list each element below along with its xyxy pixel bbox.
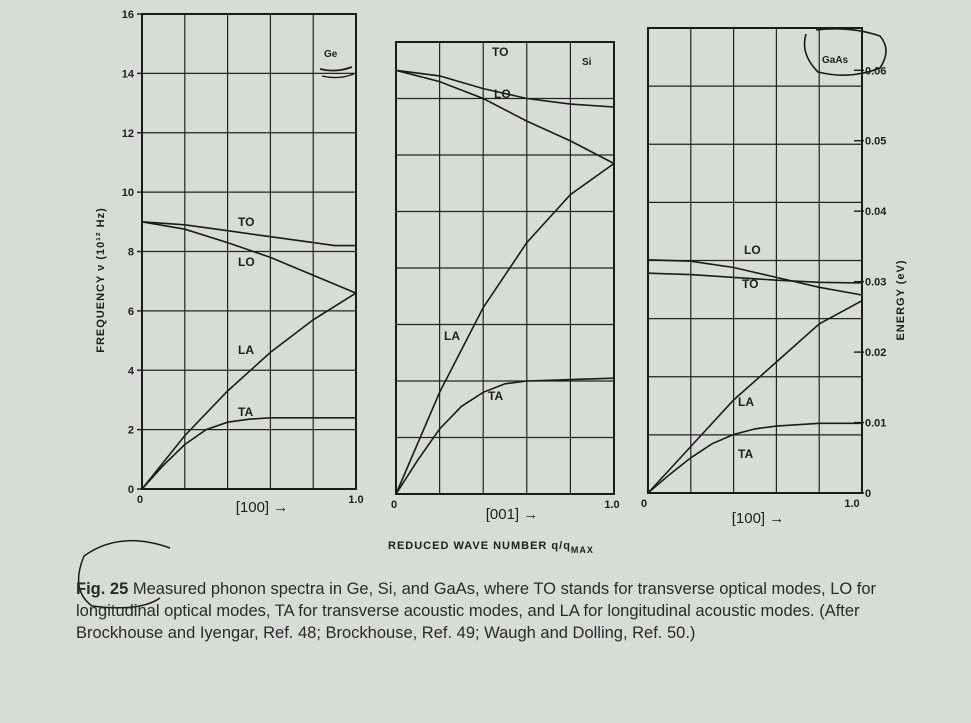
direction-label: [100] → — [235, 499, 289, 516]
y-tick-label: 0.02 — [865, 347, 887, 360]
panel-title: Ge — [324, 49, 338, 60]
pen-underline-ge — [320, 67, 352, 71]
direction-label: [100] → — [731, 510, 785, 527]
series-label-lo: LO — [238, 255, 255, 269]
direction-label: [001] → — [485, 506, 539, 523]
shared-x-axis-title — [388, 540, 594, 555]
x-tick-label: 1.0 — [348, 494, 364, 506]
y-tick-label: 2 — [127, 424, 134, 437]
series-label-ta: TA — [738, 447, 754, 461]
x-tick-label: 1.0 — [844, 498, 860, 510]
series-label-lo: LO — [744, 243, 761, 257]
x-tick-label: 0 — [390, 499, 398, 511]
series-label-la: LA — [238, 343, 254, 357]
series-label-ta: TA — [488, 389, 504, 403]
y-tick-label: 10 — [121, 187, 134, 200]
panel-title: GaAs — [822, 55, 849, 66]
y-tick-label: 12 — [121, 127, 134, 140]
y-tick-label: 6 — [127, 305, 134, 318]
series-ta-line — [142, 418, 356, 489]
y-tick-label: 0 — [127, 484, 134, 496]
series-label-to: TO — [238, 215, 255, 229]
y-tick-label: 4 — [127, 365, 134, 378]
panel-gaas — [641, 28, 887, 527]
pen-underline-ge-2 — [322, 74, 354, 78]
caption-text: Measured phonon spectra in Ge, Si, and GaAs, where TO stands for transverse optical modes, LO for longitudinal optical modes, TA for transverse acoustic modes, and LA for longitudinal acoustic modes. (After Brockhouse and Iyengar, Ref. 48; Brockhouse, Ref. 49; Waugh and Dolling, Ref. 50.) — [76, 580, 877, 642]
series-label-lo: LO — [494, 87, 511, 101]
series-label-ta: TA — [238, 405, 254, 419]
y-tick-label: 0.05 — [865, 135, 887, 148]
series-ta-line — [396, 378, 614, 494]
y-tick-label: 0.04 — [865, 206, 887, 219]
shared-x-axis-title-sub: MAX — [570, 545, 594, 555]
y-tick-label: 8 — [127, 246, 134, 259]
panel-ge — [122, 9, 364, 516]
y-tick-label: 16 — [121, 9, 134, 21]
x-tick-label: 1.0 — [604, 499, 620, 511]
y-tick-label: 0.06 — [865, 65, 887, 78]
y-axis-title-frequency: FREQUENCY ν (10¹² Hz) — [95, 207, 107, 353]
series-label-to: TO — [742, 277, 759, 291]
series-la-line — [142, 293, 356, 489]
series-lo-line — [396, 70, 614, 163]
panel-si — [391, 42, 620, 523]
series-la-line — [648, 301, 862, 493]
figure-caption — [76, 578, 936, 644]
series-label-la: LA — [444, 329, 460, 343]
series-label-la: LA — [738, 395, 754, 409]
series-label-to: TO — [492, 45, 509, 59]
x-tick-label: 0 — [136, 494, 144, 506]
panel-title: Si — [582, 57, 592, 68]
shared-x-axis-title-main: REDUCED WAVE NUMBER q/q — [388, 540, 571, 552]
x-tick-label: 0 — [640, 498, 648, 510]
y-tick-label: 14 — [121, 68, 134, 81]
y-tick-label: 0.03 — [865, 276, 887, 289]
y-tick-label: 0.01 — [865, 417, 887, 430]
y-tick-label: 0 — [865, 488, 872, 500]
caption-label: Fig. 25 — [76, 580, 129, 598]
y-axis-title-energy: ENERGY (eV) — [895, 259, 907, 341]
